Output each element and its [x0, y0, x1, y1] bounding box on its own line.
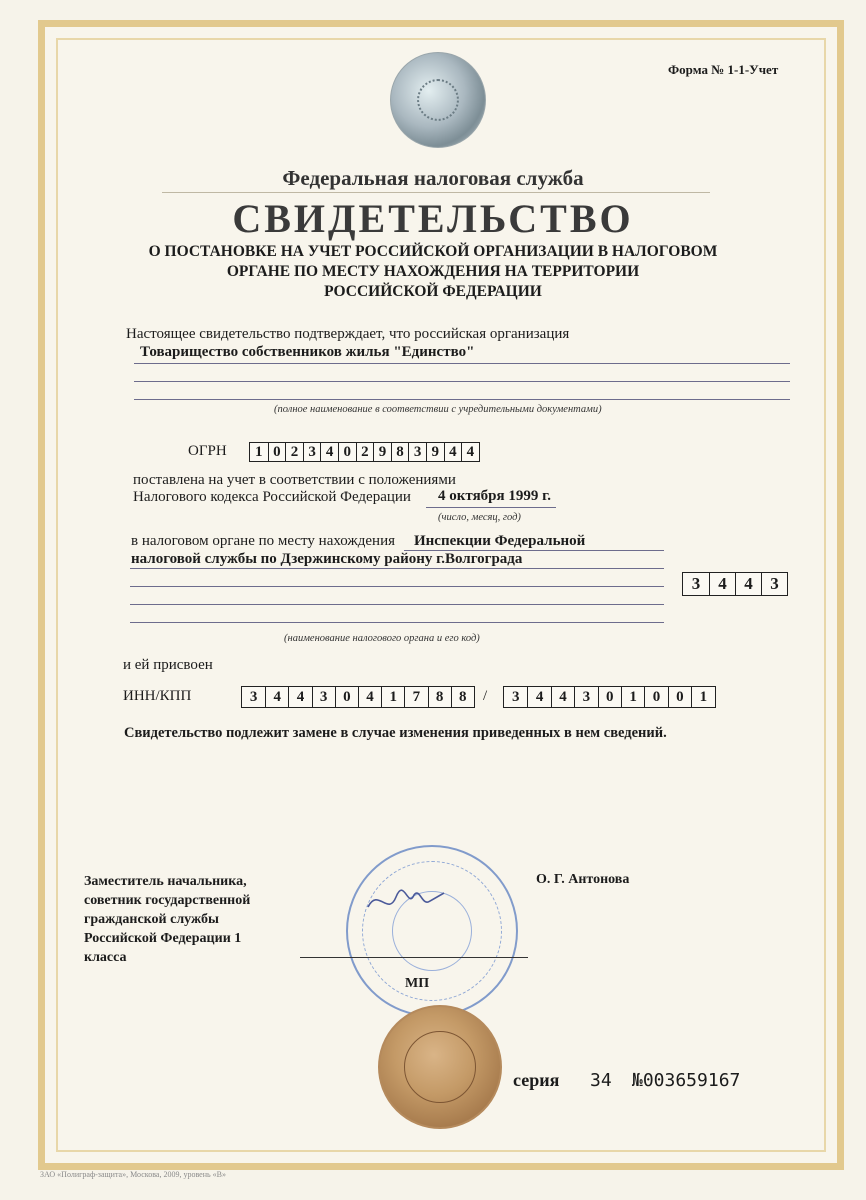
assigned-label: и ей присвоен [123, 657, 213, 673]
inn-digit: 3 [312, 687, 335, 707]
kpp-digit: 1 [621, 687, 644, 707]
org-line-1 [134, 363, 790, 364]
inn-digit: 3 [249, 689, 258, 705]
intro-text: Настоящее свидетельство подтверждает, что российская организация [126, 326, 570, 342]
kpp-digit: 3 [574, 687, 597, 707]
series-label: серия [513, 1070, 560, 1090]
authority-code-digit: 4 [709, 573, 735, 595]
kpp-digit: 1 [691, 687, 714, 707]
position-line: Российской Федерации 1 [84, 931, 242, 946]
authority-underline-4 [130, 604, 664, 605]
authority-prefix: в налоговом органе по месту нахождения [131, 533, 396, 549]
series-value: 34 [590, 1070, 612, 1091]
kpp-digit: 0 [668, 687, 691, 707]
ogrn-label: ОГРН [188, 443, 227, 459]
position-line: гражданской службы [84, 912, 219, 927]
ogrn-digit: 0 [338, 443, 356, 461]
inn-digit: 1 [381, 687, 404, 707]
ogrn-digit: 9 [373, 443, 391, 461]
subtitle-line: О ПОСТАНОВКЕ НА УЧЕТ РОССИЙСКОЙ ОРГАНИЗАЦИИ В НАЛОГОВОМ [148, 243, 718, 260]
inn-digit: 7 [404, 687, 427, 707]
kpp-digit: 3 [511, 689, 520, 705]
hologram-emblem-icon [390, 52, 486, 148]
authority-underline-5 [130, 622, 664, 623]
ogrn-boxes [249, 442, 480, 462]
inn-digit: 8 [428, 687, 451, 707]
registered-line-2: Налогового кодекса Российской Федерации [133, 489, 411, 505]
inn-digit: 0 [335, 687, 358, 707]
org-caption: (полное наименование в соответствии с учредительными документами) [274, 404, 602, 415]
ogrn-digit: 4 [461, 443, 479, 461]
position-line: класса [84, 950, 127, 965]
subtitle-line: РОССИЙСКОЙ ФЕДЕРАЦИИ [324, 283, 542, 300]
gold-seal-icon [378, 1005, 502, 1129]
ogrn-digit: 9 [426, 443, 444, 461]
handwritten-signature-icon [348, 847, 516, 1015]
printer-imprint: ЗАО «Полиграф-защита», Москова, 2009, уровень «В» [40, 1170, 226, 1179]
authority-code-digit: 3 [691, 574, 701, 593]
form-number: Форма № 1-1-Учет [668, 62, 779, 77]
ogrn-digit: 2 [285, 443, 303, 461]
inn-digit: 4 [288, 687, 311, 707]
kpp-boxes [503, 686, 716, 708]
authority-underline-2 [130, 568, 664, 569]
date-line [426, 507, 556, 508]
registered-line-1: поставлена на учет в соответствии с положениями [133, 472, 456, 488]
authority-underline-3 [130, 586, 664, 587]
inn-kpp-separator: / [483, 688, 488, 704]
authority-code-digit: 4 [735, 573, 761, 595]
date-caption: (число, месяц, год) [438, 512, 521, 523]
ogrn-digit: 3 [303, 443, 321, 461]
kpp-digit: 4 [527, 687, 550, 707]
certificate-number: №003659167 [632, 1070, 741, 1091]
stamp-place-label: МП [405, 976, 430, 991]
kpp-digit: 4 [551, 687, 574, 707]
signatory-name: О. Г. Антонова [536, 872, 630, 887]
org-line-3 [134, 399, 790, 400]
replacement-warning: Свидетельство подлежит замене в случае изменения приведенных в нем сведений. [124, 725, 667, 741]
kpp-digit: 0 [598, 687, 621, 707]
org-line-2 [134, 381, 790, 382]
authority-code-digit: 3 [761, 573, 787, 595]
inn-digit: 4 [358, 687, 381, 707]
inn-kpp-label: ИНН/КПП [123, 688, 192, 704]
document-title: СВИДЕТЕЛЬСТВО [232, 196, 634, 241]
authority-line-2: налоговой службы по Дзержинскому району г.Волгограда [131, 551, 523, 567]
agency-divider [162, 192, 710, 193]
ogrn-digit: 1 [255, 444, 263, 460]
signatory-position [84, 872, 250, 967]
ogrn-digit: 3 [408, 443, 426, 461]
inn-digit: 4 [265, 687, 288, 707]
ogrn-digit: 2 [356, 443, 374, 461]
official-stamp-icon [346, 845, 518, 1017]
registration-date: 4 октября 1999 г. [438, 488, 552, 504]
agency-name: Федеральная налоговая служба [282, 166, 584, 190]
ogrn-digit: 0 [268, 443, 286, 461]
ogrn-digit: 4 [444, 443, 462, 461]
organization-name: Товарищество собственников жилья "Единство" [140, 344, 475, 360]
document-subtitle [0, 242, 866, 302]
inn-digit: 8 [451, 687, 474, 707]
authority-caption: (наименование налогового органа и его код) [284, 633, 480, 644]
ogrn-digit: 4 [320, 443, 338, 461]
kpp-digit: 0 [644, 687, 667, 707]
authority-line-1: Инспекции Федеральной [414, 533, 586, 549]
subtitle-line: ОРГАНЕ ПО МЕСТУ НАХОЖДЕНИЯ НА ТЕРРИТОРИИ [226, 263, 640, 280]
position-line: советник государственной [84, 893, 251, 908]
position-line: Заместитель начальника, [84, 874, 247, 889]
authority-code-boxes [682, 572, 788, 596]
inn-boxes [241, 686, 475, 708]
ogrn-digit: 8 [391, 443, 409, 461]
signature-line [300, 957, 528, 958]
